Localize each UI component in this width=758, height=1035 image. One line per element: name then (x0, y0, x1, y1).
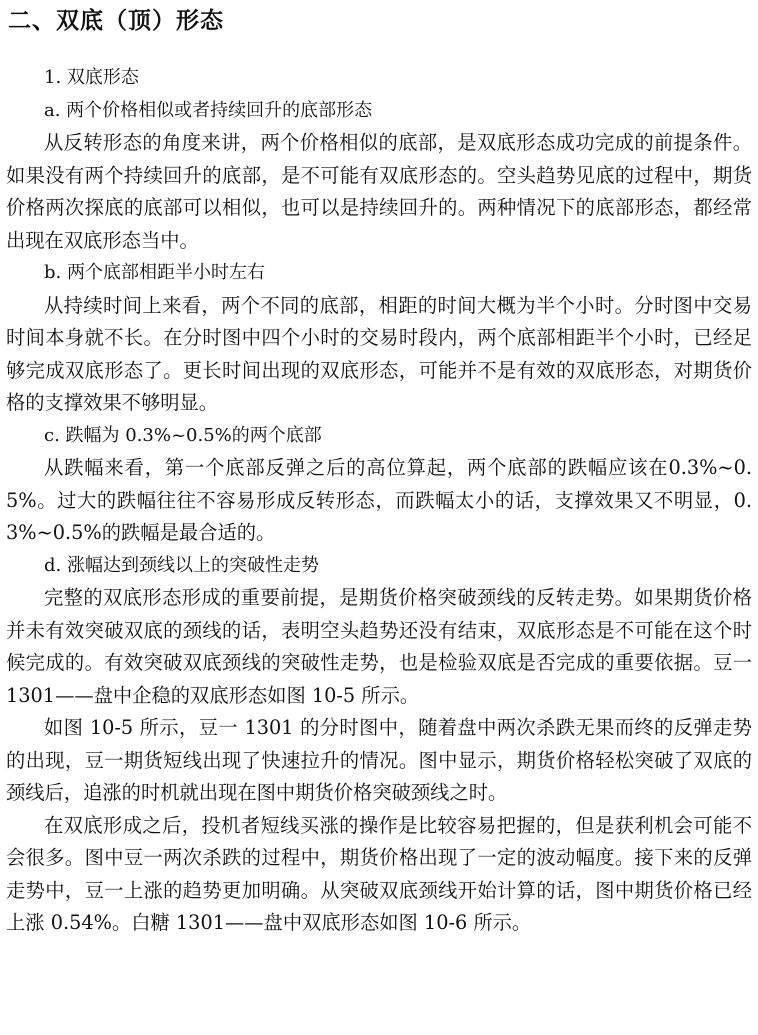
item-a-paragraph: 从反转形态的角度来讲，两个价格相似的底部，是双底形态成功完成的前提条件。如果没有两个持续回升的底部，是不可能有双底形态的。空头趋势见底的过程中，期货价格两次探底的底部可以相似，也可以是持续回升的。两种情况下的底部形态，都经常出现在双底形态当中。 (6, 131, 752, 252)
item-b-paragraph: 从持续时间上来看，两个不同的底部，相距的时间大概为半个小时。分时图中交易时间本身就不长。在分时图中四个小时的交易时段内，两个底部相距半个小时，已经足够完成双底形态了。更长时间出现的双底形态，可能并不是有效的双底形态，对期货价格的支撑效果不够明显。 (6, 293, 752, 414)
subsection-heading: 1. 双底形态 (44, 67, 139, 88)
section-title: 二、双底（顶）形态 (8, 8, 224, 34)
item-d-paragraph-2: 如图 10-5 所示，豆一 1301 的分时图中，随着盘中两次杀跌无果而终的反弹走势的出现，豆一期货短线出现了快速拉升的情况。图中显示，期货价格轻松突破了双底的颈线后，追涨的时机就出现在图中期货价格突破颈线之时。 (6, 716, 752, 804)
item-a-heading: a. 两个价格相似或者持续回升的底部形态 (44, 99, 373, 121)
item-d-heading: d. 涨幅达到颈线以上的突破性走势 (44, 554, 319, 576)
item-d-paragraph-3: 在双底形成之后，投机者短线买涨的操作是比较容易把握的，但是获利机会可能不会很多。图中豆一两次杀跌的过程中，期货价格出现了一定的波动幅度。接下来的反弹走势中，豆一上涨的趋势更加明确。从突破双底颈线开始计算的话，图中期货价格已经上涨 0.54%。白糖 1301——盘中双底形态如图 10-6 所示。 (6, 813, 752, 934)
item-b-heading: b. 两个底部相距半小时左右 (44, 262, 265, 283)
item-c-heading: c. 跌幅为 0.3%~0.5%的两个底部 (44, 424, 322, 446)
item-c-paragraph: 从跌幅来看，第一个底部反弹之后的高位算起，两个底部的跌幅应该在0.3%~0.5%。过大的跌幅往往不容易形成反转形态，而跌幅太小的话，支撑效果又不明显，0.3%~0.5%的跌幅是最合适的。 (6, 456, 752, 544)
body-text (6, 62, 752, 940)
item-d-paragraph-1: 完整的双底形态形成的重要前提，是期货价格突破颈线的反转走势。如果期货价格并未有效突破双底的颈线的话，表明空头趋势还没有结束，双底形态是不可能在这个时候完成的。有效突破双底颈线的突破性走势，也是检验双底是否完成的重要依据。豆一 1301——盘中企稳的双底形态如图 10-5 所示。 (6, 586, 752, 707)
